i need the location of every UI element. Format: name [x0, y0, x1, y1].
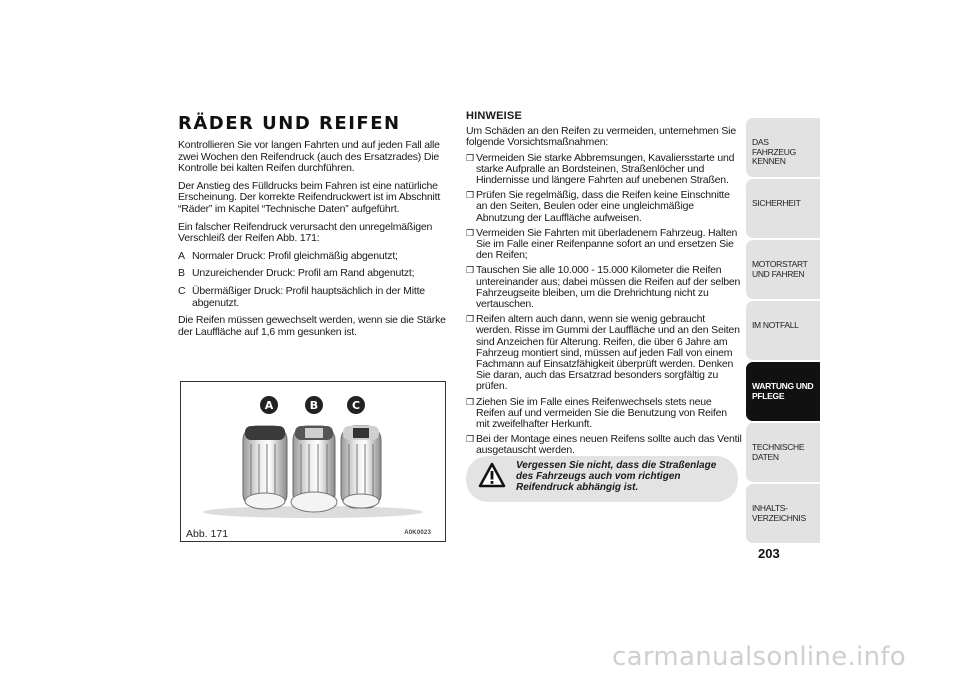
warning-triangle-icon	[478, 462, 506, 488]
hint-title: HINWEISE	[466, 110, 522, 122]
list-text: Unzureichender Druck: Profil am Rand abgenutzt;	[192, 267, 415, 280]
bullet-item	[466, 228, 742, 262]
bullet-item	[466, 190, 742, 224]
label-a	[260, 396, 278, 414]
list-item	[178, 251, 458, 263]
bullet-text: Ziehen Sie im Falle eines Reifenwechsels stets neue Reifen auf und vermeiden Sie die Benutzung von Reifen mit zweifelhafter Herkunft.	[476, 395, 727, 431]
paragraph: Der Anstieg des Fülldrucks beim Fahren ist eine natürliche Erscheinung. Der korrekte Reifendruckwert ist im Abschnitt “Räder” im Kapitel “Technische Daten” aufgeführt.	[178, 179, 441, 215]
figure-caption: Abb. 171	[186, 528, 229, 540]
tab-label: WARTUNG UND PFLEGE	[752, 381, 814, 401]
watermark: carmanualsonline.info	[612, 642, 907, 672]
bullet-item	[466, 265, 742, 310]
tab-im-notfall[interactable]	[746, 301, 820, 360]
list-item	[178, 286, 458, 309]
warning-box	[466, 456, 738, 502]
list-letter: A	[178, 249, 185, 262]
figure-code: A0K0023	[404, 530, 431, 536]
tire-a	[243, 426, 287, 509]
tab-technische-daten[interactable]	[746, 423, 820, 482]
tire-figure	[180, 381, 446, 542]
bullet-item	[466, 153, 742, 187]
checkbox-bullet-icon: ❒	[466, 190, 474, 201]
label-b-text: B	[309, 399, 319, 412]
tire-illustration	[181, 382, 445, 541]
tab-das-fahrzeug-kennen[interactable]	[746, 118, 820, 177]
tab-label: TECHNISCHE DATEN	[752, 442, 805, 462]
label-c-text: C	[351, 399, 361, 412]
list-item	[178, 268, 458, 280]
bullet-item	[466, 434, 742, 456]
checkbox-bullet-icon: ❒	[466, 227, 474, 238]
bullet-text: Prüfen Sie regelmäßig, dass die Reifen keine Einschnitte an den Seiten, Beulen oder eine ungleichmäßige Abnutzung der Lauffläche aufweisen.	[476, 189, 730, 224]
paragraph: Ein falscher Reifendruck verursacht den unregelmäßigen Verschleiß der Reifen Abb. 171:	[178, 220, 433, 245]
list-letter: B	[178, 267, 185, 280]
tab-label: IM NOTFALL	[752, 320, 799, 330]
bullet-item	[466, 397, 742, 431]
label-b	[305, 396, 323, 414]
tire-c	[341, 426, 381, 508]
checkbox-bullet-icon: ❒	[466, 265, 474, 276]
right-column	[466, 111, 742, 461]
left-column	[178, 140, 458, 344]
tire-b	[291, 426, 337, 512]
tab-label: MOTORSTART UND FAHREN	[752, 259, 808, 279]
bullet-text: Bei der Montage eines neuen Reifens sollte auch das Ventil ausgetauscht werden.	[476, 433, 742, 457]
list-letter: C	[178, 284, 186, 297]
tab-label: SICHERHEIT	[752, 198, 801, 208]
list-text: Übermäßiger Druck: Profil hauptsächlich in der Mitte abgenutzt.	[192, 284, 425, 309]
checkbox-bullet-icon: ❒	[466, 314, 474, 325]
hint-intro: Um Schäden an den Reifen zu vermeiden, unternehmen Sie folgende Vorsichtsmaßnahmen:	[466, 125, 736, 149]
label-c	[347, 396, 365, 414]
tab-label: DAS FAHRZEUG KENNEN	[752, 137, 796, 166]
checkbox-bullet-icon: ❒	[466, 396, 474, 407]
bullet-text: Vermeiden Sie Fahrten mit überladenem Fahrzeug. Halten Sie im Falle einer Reifenpanne sofort an und ersetzen Sie den Reifen;	[476, 226, 738, 262]
bullet-text: Tauschen Sie alle 10.000 - 15.000 Kilometer die Reifen untereinander aus; dabei müssen die Reifen auf der selben Fahrzeugseite bleiben, um die Drehrichtung nicht zu vertauschen.	[476, 264, 741, 311]
section-heading: RÄDER UND REIFEN	[178, 113, 401, 134]
bullet-text: Reifen altern auch dann, wenn sie wenig gebraucht werden. Risse im Gummi der Lauffläche und an den Seiten sind Anzeichen für Alterung. Reifen, die über 6 Jahre am Fahrzeug montiert sind, müssen auf jeden Fall von einem Fachmann auf Einsatzfähigkeit überprüft werden. Denken Sie daran, auch das Ersatzrad besonders sorgfältig zu prüfen.	[476, 313, 740, 393]
bullet-item	[466, 314, 742, 392]
tab-wartung-und-pflege[interactable]	[746, 362, 820, 421]
bullet-text: Vermeiden Sie starke Abbremsungen, Kavaliersstarte und starke Aufpralle an Bordsteinen, Straßenlöcher und Hindernisse und längere Fahrten auf unebenen Straßen.	[476, 151, 735, 187]
tab-motorstart-und-fahren[interactable]	[746, 240, 820, 299]
tab-inhaltsverzeichnis[interactable]	[746, 484, 820, 543]
paragraph: Die Reifen müssen gewechselt werden, wenn sie die Stärke der Lauffläche auf 1,6 mm gesunken ist.	[178, 314, 446, 338]
chapter-tabs	[746, 118, 820, 545]
page-number: 203	[758, 546, 780, 561]
list-text: Normaler Druck: Profil gleichmäßig abgenutzt;	[192, 249, 398, 262]
tab-sicherheit[interactable]	[746, 179, 820, 238]
warning-text: Vergessen Sie nicht, dass die Straßenlage des Fahrzeugs auch vom richtigen Reifendruck abhängig ist.	[516, 460, 717, 493]
tab-label: INHALTS- VERZEICHNIS	[752, 503, 806, 523]
checkbox-bullet-icon: ❒	[466, 434, 474, 445]
label-a-text: A	[264, 399, 274, 412]
paragraph: Kontrollieren Sie vor langen Fahrten und auf jeden Fall alle zwei Wochen den Reifendruck (auch des Ersatzrades) Die Kontrolle bei kalten Reifen durchführen.	[178, 139, 440, 175]
checkbox-bullet-icon: ❒	[466, 152, 474, 163]
